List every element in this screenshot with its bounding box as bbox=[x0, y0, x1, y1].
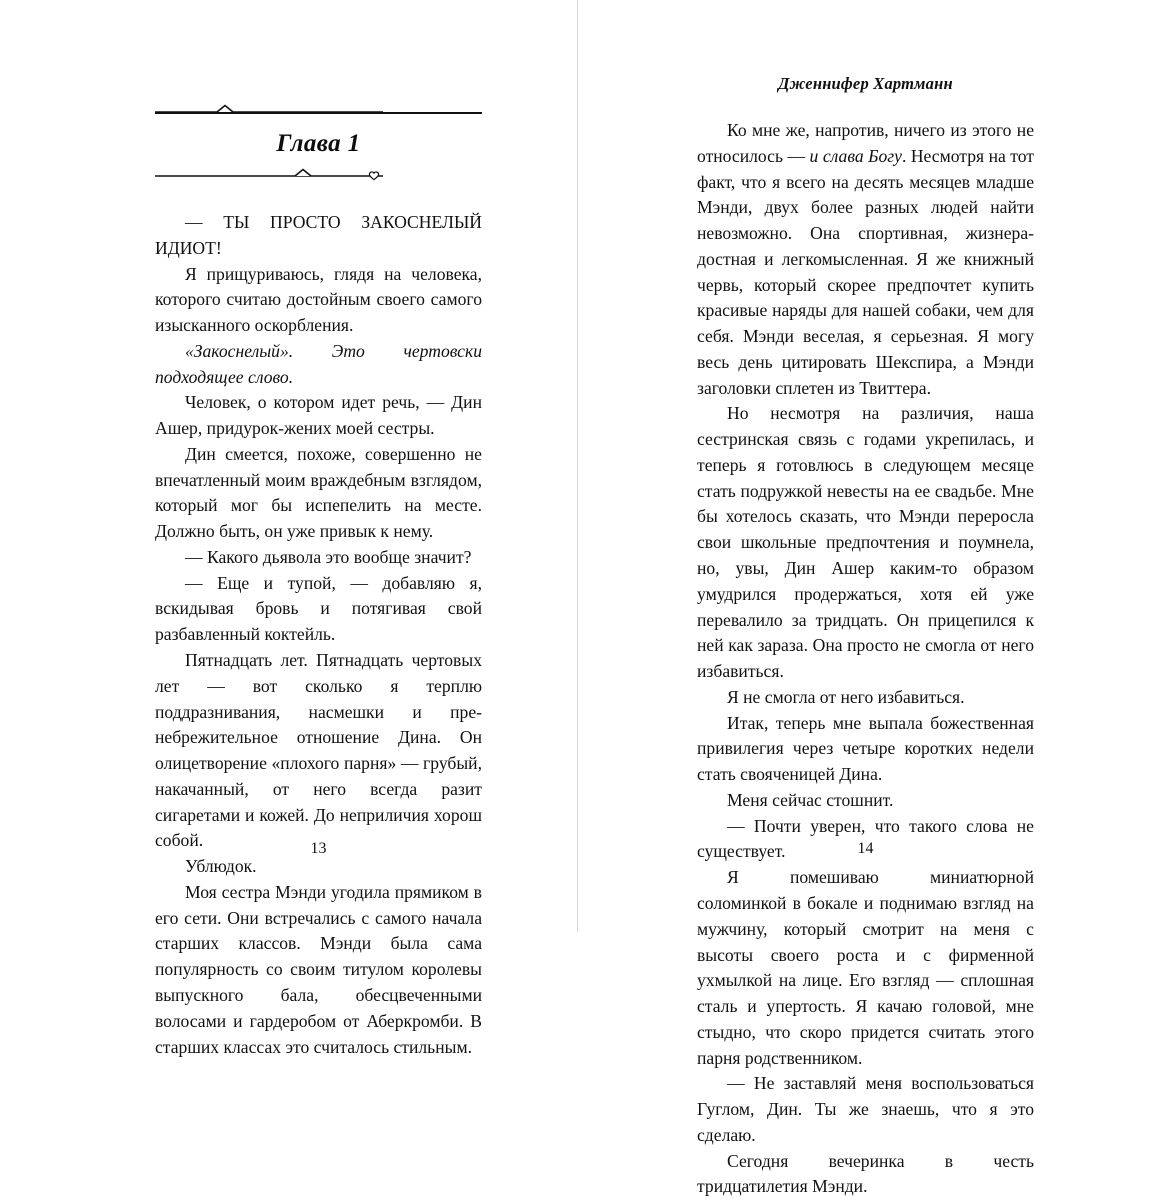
right-page-body bbox=[697, 118, 1034, 1200]
chapter-rule-top bbox=[155, 104, 482, 120]
paragraph: Сегодня вечеринка в честь тридцатилетия Мэнди. bbox=[697, 1150, 1034, 1197]
paragraph: Ублюдок. bbox=[185, 856, 257, 877]
chapter-rule-bottom bbox=[155, 168, 482, 184]
paragraph: — Еще и тупой, — добавляю я, вскидывая бровь и потягивая свой разбавленный коктейль. bbox=[155, 572, 482, 645]
emphasis-word: «Закоснелый». Это чертовски подходящее слово. bbox=[155, 340, 482, 387]
emphasis-phrase: и слава Богу bbox=[809, 145, 902, 166]
paragraph: Меня сейчас стошнит. bbox=[727, 789, 894, 810]
running-head: Дженнифер Хартманн bbox=[778, 74, 953, 93]
paragraph: Ко мне же, напротив, ничего из этого не относилось — и слава Богу. Несмотря на тот факт, что я всего на десять месяцев младше Мэнди, двух более разных людей найти невозможно. Она спортивная, жизнерадостная и легкомысленная. Я же книжный червь, который скорее предпочтет купить красивые наряды для нашей собаки, чем для себя. Мэнди веселая, я серьезная. Я могу весь день цитировать Шекспира, а Мэнди заголовки сплетен из Твиттера. bbox=[697, 120, 1034, 398]
paragraph: Пятнадцать лет. Пятнадцать чертовых лет — вот сколько я терплю поддразнивания, насмешки и пренебрежительное отношение Дина. Он олицетворение «плохого парня» — грубый, накачанный, от него всегда разит сигаретами и кожей. До неприличия хорош собой. bbox=[155, 650, 482, 851]
left-page-body bbox=[155, 210, 482, 1060]
heart-ornament bbox=[369, 172, 378, 180]
paragraph bbox=[155, 339, 482, 391]
page-number-left: 13 bbox=[310, 840, 327, 857]
chapter-heading bbox=[155, 104, 482, 184]
paragraph: — Почти уверен, что такого слова не существует. bbox=[697, 815, 1034, 862]
paragraph: Но несмотря на различия, наша сестринская связь с годами укрепилась, и теперь я готовлюсь в следующем месяце стать подружкой невесты на ее свадьбе. Мне бы хотелось сказать, что Мэнди переросла свои школьные предпочтения и поумнела, но, увы, Дин Ашер каким-то образом умудрился продержаться, хотя ей уже перевалило за тридцать. Он прицепился к ней как зараза. Она просто не смогла от него избавиться. bbox=[697, 403, 1034, 682]
paragraph: — Не заставляй меня воспользоваться Гуглом, Дин. Ты же знаешь, что я это сделаю. bbox=[697, 1073, 1034, 1145]
paragraph: — ТЫ ПРОСТО ЗАКОСНЕЛЫЙ ИДИОТ! bbox=[155, 212, 482, 258]
right-page bbox=[577, 0, 1154, 1197]
paragraph: Моя сестра Мэнди угодила прямиком в его сети. Они встречались с самого начала старших классов. Мэнди была сама популярность со своим титулом королевы выпускного бала, обесцвеченными волосами и гардеробом от Аберкромби. В старших классах это считалось стильным. bbox=[155, 881, 482, 1057]
left-page bbox=[0, 0, 577, 1057]
paragraph: Я помешиваю миниатюрной соломинкой в бокале и поднимаю взгляд на мужчину, который смотрит на меня с высоты своего роста и с фирменной ухмылкой на лице. Его взгляд — сплошная сталь и упертость. Я качаю головой, мне стыдно, что скоро придется считать этого парня родственником. bbox=[697, 867, 1034, 1068]
paragraph: Я прищуриваюсь, глядя на человека, которого считаю достойным своего самого изысканного оскорбления. bbox=[155, 263, 482, 336]
paragraph: Дин смеется, похоже, совершенно не впечатленный моим враждебным взглядом, который мог бы испепелить на месте. Должно быть, он уже привык к нему. bbox=[155, 443, 482, 542]
paragraph: — Какого дьявола это вообще значит? bbox=[185, 546, 472, 567]
chapter-title: Глава 1 bbox=[276, 130, 361, 157]
paragraph: Человек, о котором идет речь, — Дин Ашер, придурок-жених моей сестры. bbox=[155, 392, 482, 439]
page-number-right: 14 bbox=[857, 840, 874, 857]
paragraph: Итак, теперь мне выпала божественная привилегия через четыре коротких недели стать свояченицей Дина. bbox=[697, 712, 1034, 785]
paragraph: Я не смогла от него избавиться. bbox=[727, 686, 965, 707]
